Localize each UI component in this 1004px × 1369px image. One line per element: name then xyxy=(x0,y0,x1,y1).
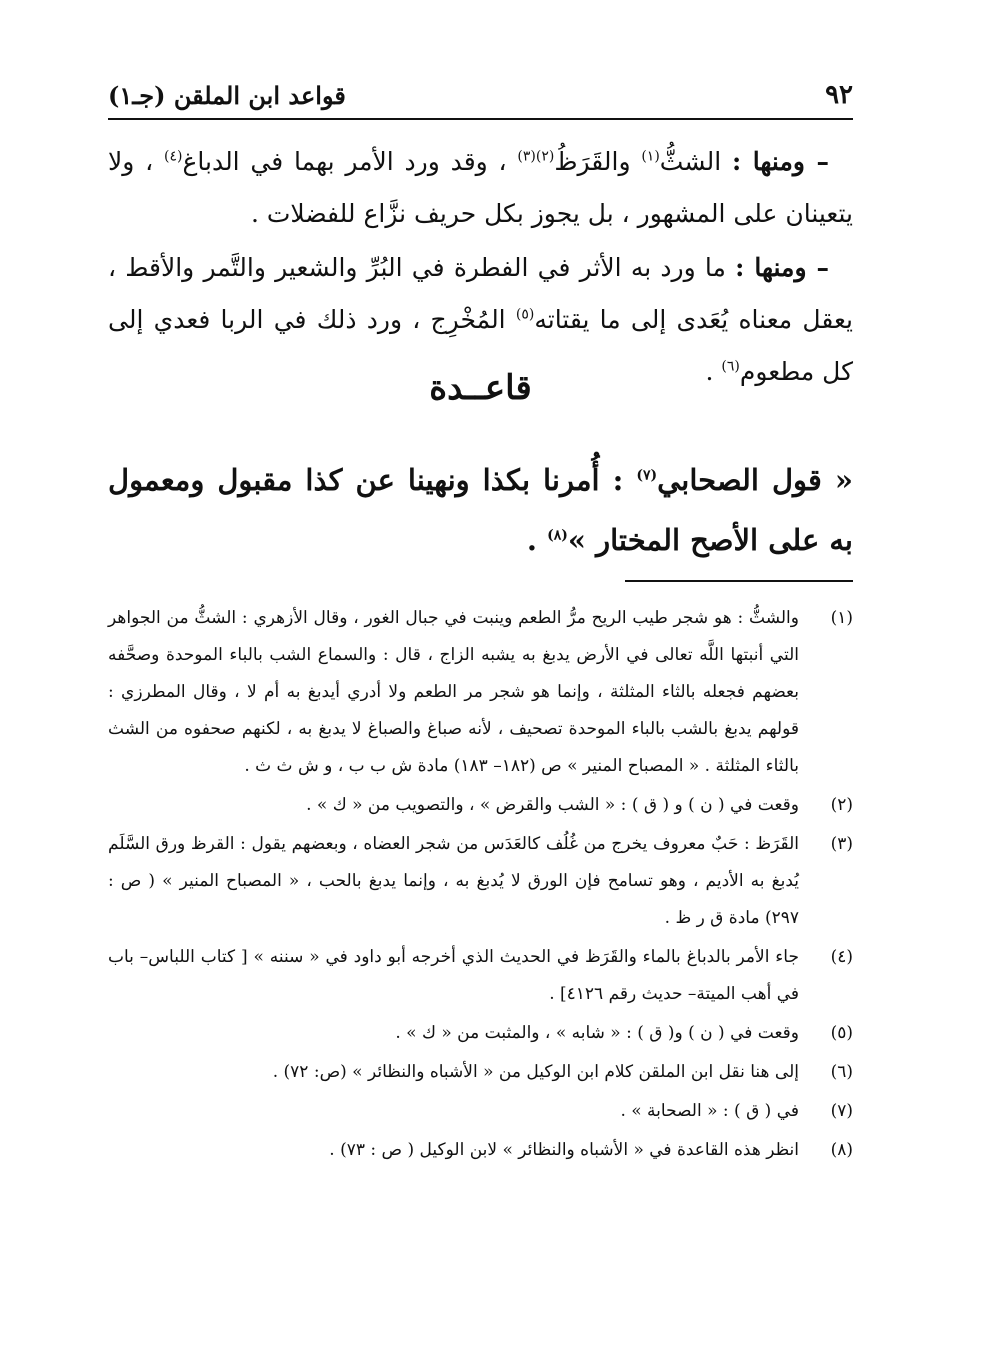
paragraph-1-text: والقَرَظُ xyxy=(554,147,642,176)
footnote-separator xyxy=(625,580,853,582)
footnote-item xyxy=(108,1015,853,1052)
footnote-number: (٦) xyxy=(830,1062,853,1082)
footnote-ref-4[interactable]: (٤) xyxy=(163,148,183,165)
footnote-item xyxy=(108,826,853,937)
footnote-text: انظر هذه القاعدة في « الأشباه والنظائر » لابن الوكيل ( ص : ٧٣) . xyxy=(329,1140,799,1160)
footnote-number: (١) xyxy=(830,608,853,628)
header-rule xyxy=(108,118,853,120)
footnote-ref-8[interactable]: (٨) xyxy=(547,527,568,544)
footnote-item xyxy=(108,1132,853,1169)
paragraph-2-text: . xyxy=(705,357,722,386)
rule-statement-text: « قول الصحابي xyxy=(657,463,854,497)
footnote-item xyxy=(108,1093,853,1130)
paragraph-1 xyxy=(108,136,853,240)
main-text xyxy=(108,136,853,400)
footnote-text: إلى هنا نقل ابن الملقن كلام ابن الوكيل من « الأشباه والنظائر » (ص: ٧٢) . xyxy=(272,1062,799,1082)
page-number: ٩٢ xyxy=(825,80,853,110)
footnote-number: (٣) xyxy=(830,834,853,854)
paragraph-1-text: ، ولا يتعينان على المشهور ، بل يجوز بكل حريف نزَّاع للفضلات . xyxy=(108,147,853,228)
section-heading: قاعــدة xyxy=(429,368,532,408)
book-title: قواعد ابن الملقن (جـ١) xyxy=(108,81,346,110)
paragraph-1-text: الشثُّ xyxy=(659,147,733,176)
rule-statement xyxy=(108,450,853,570)
footnote-ref-2-3[interactable]: (٢)(٣) xyxy=(517,148,555,165)
footnote-ref-1[interactable]: (١) xyxy=(641,148,660,165)
footnote-number: (٨) xyxy=(830,1140,853,1160)
footnote-number: (٥) xyxy=(830,1023,853,1043)
footnote-item xyxy=(108,787,853,824)
paragraph-2-lead: – ومنها : xyxy=(735,253,829,282)
footnote-item xyxy=(108,939,853,1013)
footnotes xyxy=(108,600,853,1171)
footnote-text: والشثُّ : هو شجر طيب الريح مرُّ الطعم وينبت في جبال الغور ، وقال الأزهري : الشثُّ من الجواهر التي أنبتها اللَّه تعالى في الأرض يدبغ به يشبه الزاج ، قال : والسماع الشب بالباء الموحدة وصحَّفه بعضهم فجعله بالثاء المثلثة ، وإنما هو شجر مر الطعم ولا أدري أيدبغ به أم لا ، وقال المطرزي : قولهم يدبغ بالشب بالباء الموحدة تصحيف ، لأنه صباغ والصباغ لا يدبغ به ، لكنهم صحفوه من الشث بالثاء المثلثة . « المصباح المنير » ص (١٨٢– ١٨٣) مادة ش ب ب ، و ش ث ث . xyxy=(108,608,799,776)
rule-statement-text: . xyxy=(526,523,548,557)
paragraph-2-text: ما ورد به الأثر في الفطرة في البُرِّ والشعير والتَّمر والأقط ، يعقل معناه يُعَدى إلى ما يقتاته xyxy=(108,253,853,334)
footnote-item xyxy=(108,600,853,785)
footnote-text: في ( ق ) : « الصحابة » . xyxy=(620,1101,799,1121)
footnote-item xyxy=(108,1054,853,1091)
footnote-number: (٧) xyxy=(830,1101,853,1121)
footnote-ref-7[interactable]: (٧) xyxy=(636,467,658,484)
paragraph-1-text: ، وقد ورد الأمر بهما في الدباغ xyxy=(182,147,518,176)
running-header xyxy=(108,66,853,110)
footnote-text: وقعت في ( ن ) و( ق ) : « شابه » ، والمثبت من « ك » . xyxy=(395,1023,799,1043)
paragraph-2-text: المُخْرِج ، ورد ذلك في الربا فعدي إلى كل مطعوم xyxy=(108,305,853,386)
footnote-text: القَرَظ : حَبٌ معروف يخرج من غُلُف كالعَدَس من شجر العضاه ، وبعضهم يقول : القرظ ورق السَّلَم يُدبغ به الأديم ، وهو تسامح فإن الورق لا يُدبغ به ، وإنما يدبغ بالحب ، « المصباح المنير » ( ص : ٢٩٧) مادة ق ر ظ . xyxy=(108,834,799,928)
footnote-text: جاء الأمر بالدباغ بالماء والقَرَظ في الحديث الذي أخرجه أبو داود في « سننه » [ كتاب اللباس– باب في أهب الميتة– حديث رقم ٤١٢٦] . xyxy=(108,947,799,1004)
paragraph-1-lead: – ومنها : xyxy=(732,147,829,176)
rule-statement-text: : أُمرنا بكذا ونهينا عن كذا مقبول ومعمول به على الأصح المختار » xyxy=(108,463,853,557)
footnote-text: وقعت في ( ن ) و ( ق ) : « الشب والقرض » ، والتصويب من « ك » . xyxy=(306,795,799,815)
footnote-number: (٤) xyxy=(830,947,853,967)
footnote-ref-6[interactable]: (٦) xyxy=(721,358,740,375)
footnote-number: (٢) xyxy=(830,795,853,815)
footnote-ref-5[interactable]: (٥) xyxy=(515,306,535,323)
